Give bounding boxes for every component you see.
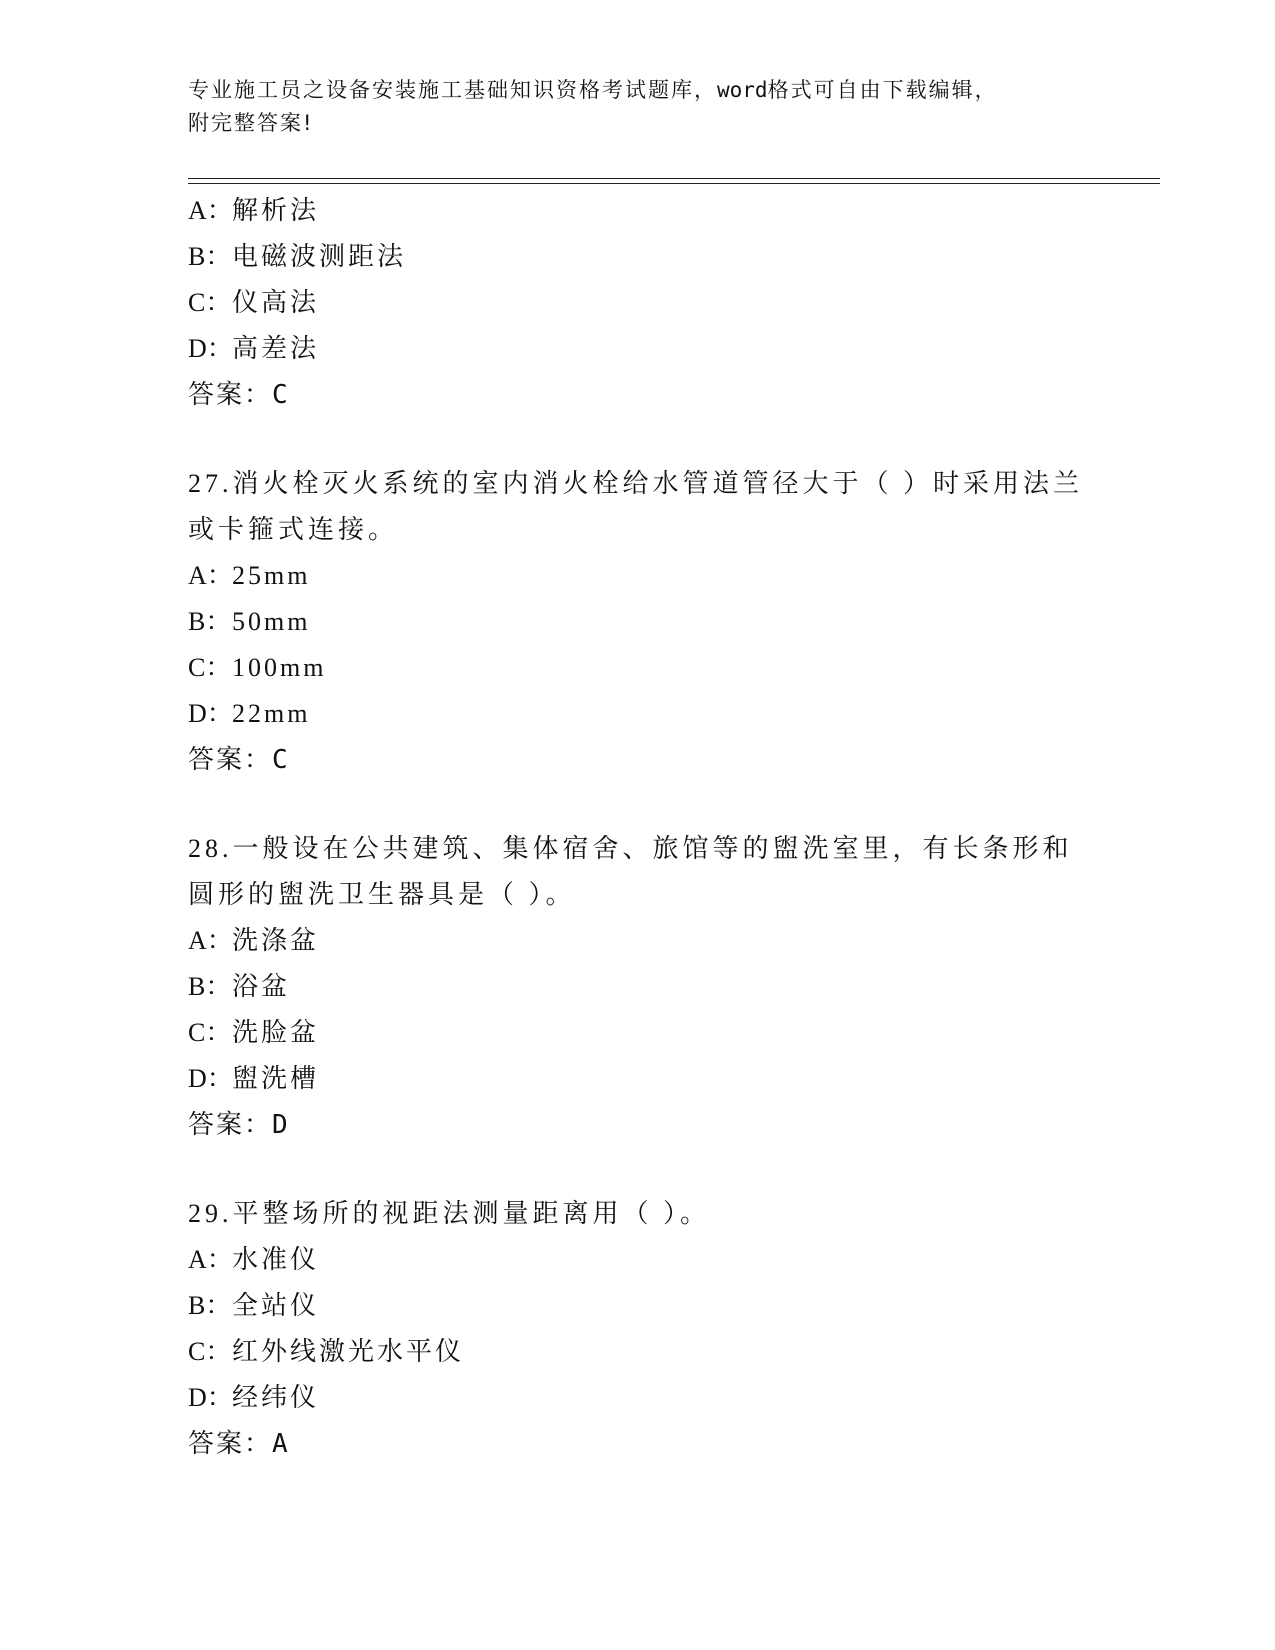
option-text: 50mm: [232, 607, 311, 636]
option-letter: B：: [188, 972, 232, 1001]
option-d: [188, 1375, 1088, 1421]
question-text: 29.平整场所的视距法测量距离用（ ）。: [188, 1199, 711, 1228]
option-letter: A：: [188, 1245, 233, 1274]
answer-value: C: [272, 745, 288, 775]
header-title-part1: 专业施工员之设备安装施工基础知识资格考试题库，: [188, 78, 717, 102]
option-text: 洗涤盆: [232, 926, 320, 955]
option-letter: C：: [188, 288, 232, 317]
option-text: 高差法: [232, 334, 320, 363]
option-c: [188, 645, 1088, 691]
option-letter: A：: [188, 196, 233, 225]
answer-line: [188, 737, 1088, 783]
option-text: 盥洗槽: [232, 1064, 320, 1093]
option-text: 经纬仪: [232, 1383, 320, 1412]
option-letter: D：: [188, 1383, 233, 1412]
option-letter: C：: [188, 1337, 232, 1366]
header-title-line2: 附完整答案!: [188, 111, 314, 135]
option-a: [188, 553, 1088, 599]
option-letter: B：: [188, 242, 232, 271]
answer-label: 答案：: [188, 1110, 273, 1140]
answer-line: [188, 1102, 1088, 1148]
option-letter: B：: [188, 607, 232, 636]
option-text: 洗脸盆: [232, 1018, 320, 1047]
option-text: 100mm: [232, 653, 327, 682]
question-block: [188, 188, 1088, 418]
option-letter: D：: [188, 699, 233, 728]
option-text: 22mm: [232, 699, 311, 728]
header-divider-top: [188, 178, 1160, 179]
option-c: [188, 1329, 1088, 1375]
question-list: [188, 188, 1088, 1510]
option-a: [188, 188, 1088, 234]
option-text: 水准仪: [232, 1245, 320, 1274]
option-letter: B：: [188, 1291, 232, 1320]
option-b: [188, 964, 1088, 1010]
answer-line: [188, 1421, 1088, 1467]
question-block: [188, 1191, 1088, 1467]
option-b: [188, 1283, 1088, 1329]
header-title-word: word: [717, 78, 768, 102]
option-letter: A：: [188, 561, 233, 590]
answer-value: D: [272, 1110, 288, 1140]
option-text: 25mm: [232, 561, 311, 590]
header-title-part2: 格式可自由下载编辑，: [767, 78, 998, 102]
option-letter: D：: [188, 1064, 233, 1093]
option-d: [188, 326, 1088, 372]
question-block: [188, 826, 1088, 1148]
document-header: [188, 74, 1088, 140]
answer-label: 答案：: [188, 745, 273, 775]
option-text: 仪高法: [232, 288, 320, 317]
answer-line: [188, 372, 1088, 418]
option-b: [188, 599, 1088, 645]
option-letter: C：: [188, 653, 232, 682]
option-d: [188, 1056, 1088, 1102]
option-text: 解析法: [232, 196, 320, 225]
option-a: [188, 918, 1088, 964]
option-c: [188, 1010, 1088, 1056]
option-a: [188, 1237, 1088, 1283]
option-text: 浴盆: [232, 972, 291, 1001]
option-text: 全站仪: [232, 1291, 320, 1320]
option-letter: D：: [188, 334, 233, 363]
answer-label: 答案：: [188, 1429, 273, 1459]
question-text: 27.消火栓灭火系统的室内消火栓给水管道管径大于（ ）时采用法兰或卡箍式连接。: [188, 469, 1084, 544]
option-letter: A：: [188, 926, 233, 955]
question-block: [188, 461, 1088, 783]
answer-label: 答案：: [188, 380, 273, 410]
answer-value: A: [272, 1429, 288, 1459]
question-text: 28.一般设在公共建筑、集体宿舍、旅馆等的盥洗室里，有长条形和圆形的盥洗卫生器具是（ ）。: [188, 834, 1073, 909]
answer-value: C: [272, 380, 288, 410]
option-text: 电磁波测距法: [232, 242, 407, 271]
option-text: 红外线激光水平仪: [232, 1337, 465, 1366]
option-d: [188, 691, 1088, 737]
option-b: [188, 234, 1088, 280]
header-divider-bottom: [188, 183, 1160, 184]
option-letter: C：: [188, 1018, 232, 1047]
option-c: [188, 280, 1088, 326]
